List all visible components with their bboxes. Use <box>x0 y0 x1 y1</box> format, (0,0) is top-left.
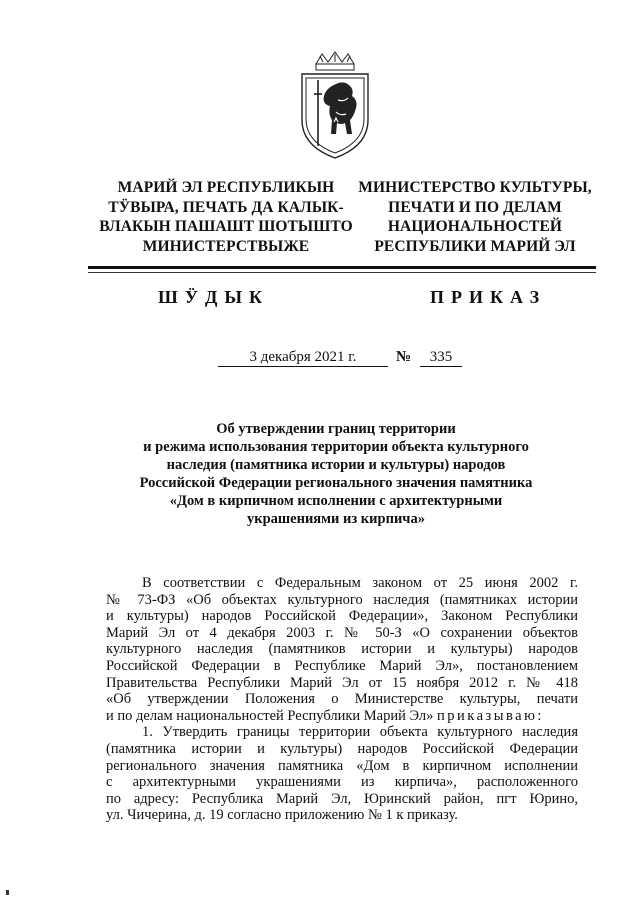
body-line: Марий Эл от 4 декабря 2003 г. № 50-З «О сохранении объектов <box>106 624 578 641</box>
order-date: 3 декабря 2021 г. <box>218 349 388 367</box>
body-line: Правительства Республики Марий Эл от 15 ноября 2012 г. № 418 <box>106 674 578 691</box>
body-line: В соответствии с Федеральным законом от 25 июня 2002 г. <box>142 575 578 591</box>
header-mari-name <box>96 178 356 256</box>
body-line: культурного наследия (памятников истории и культуры) народов <box>106 641 578 658</box>
body-line: (памятника истории и культуры) народов Российской Федерации <box>106 740 578 757</box>
header-left-line: МАРИЙ ЭЛ РЕСПУБЛИКЫН <box>117 179 335 196</box>
body-line: и культуры) народов Российской Федерации», Законом Республики <box>106 608 578 625</box>
header-russian-name <box>350 178 600 256</box>
header-right-line: ПЕЧАТИ И ПО ДЕЛАМ <box>388 198 562 216</box>
body-line: и по делам национальностей Республики Марий Эл» <box>106 707 434 724</box>
header-divider-thick <box>88 266 596 269</box>
header-left-line: МИНИСТЕРСТВЫЖЕ <box>142 237 310 255</box>
coat-of-arms-emblem <box>296 50 374 162</box>
body-line: с архитектурными украшениями из кирпича», расположенного <box>106 774 578 791</box>
header-right-line: МИНИСТЕРСТВО КУЛЬТУРЫ, <box>358 179 592 196</box>
body-line: регионального значения памятника «Дом в кирпичном исполнении <box>106 757 578 774</box>
body-line: Российской Федерации в Республике Марий Эл», постановлением <box>106 657 578 674</box>
title-line: наследия (памятника истории и культуры) народов <box>166 457 506 473</box>
body-line: «Об утверждении Положения о Министерстве культуры, печати <box>106 691 578 708</box>
number-sign: № <box>396 349 412 365</box>
title-line: украшениями из кирпича» <box>247 511 425 527</box>
order-title <box>80 420 592 528</box>
title-line: «Дом в кирпичном исполнении с архитектурными <box>169 493 503 509</box>
header-divider-thin <box>88 272 596 273</box>
order-number: 335 <box>420 349 462 367</box>
order-date-number-line <box>0 349 640 369</box>
title-line: и режима использования территории объекта культурного <box>143 439 529 455</box>
body-line: 1. Утвердить границы территории объекта культурного наследия <box>142 724 578 741</box>
header-right-line: РЕСПУБЛИКИ МАРИЙ ЭЛ <box>374 237 576 255</box>
title-line: Российской Федерации регионального значения памятника <box>139 475 533 491</box>
header-left-line: ТӰВЫРА, ПЕЧАТЬ ДА КАЛЫК- <box>108 198 344 216</box>
order-body <box>106 575 578 824</box>
body-line: по адресу: Республика Марий Эл, Юринский район, пгт Юрино, <box>106 790 578 807</box>
doc-type-russian: ПРИКАЗ <box>430 287 547 307</box>
body-line-with-order-word <box>106 708 578 725</box>
title-line: Об утверждении границ территории <box>216 421 456 437</box>
header-right-line: НАЦИОНАЛЬНОСТЕЙ <box>387 218 563 235</box>
scan-margin-mark <box>6 890 9 895</box>
body-line: № 73-ФЗ «Об объектах культурного наследия (памятниках истории <box>106 591 578 608</box>
order-word: приказываю: <box>437 707 544 724</box>
body-line: ул. Чичерина, д. 19 согласно приложению № 1 к приказу. <box>106 807 458 824</box>
doc-type-mari: ШӰДЫК <box>158 287 270 307</box>
header-left-line: ВЛАКЫН ПАШАШТ ШОТЫШТО <box>99 218 353 235</box>
